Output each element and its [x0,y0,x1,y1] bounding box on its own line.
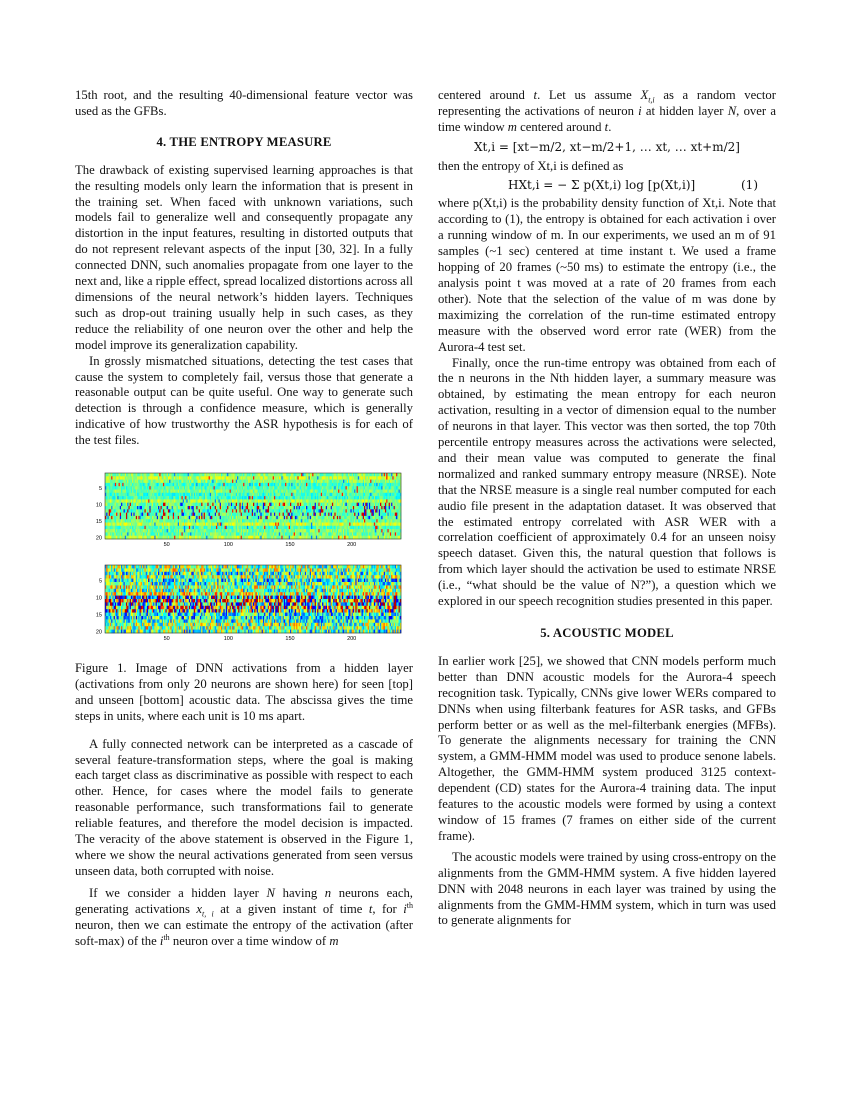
heatmap-unseen-y-tick: 20 [95,629,102,636]
heatmap-seen-x-tick: 50 [163,542,170,549]
heatmap-unseen-x-tick: 100 [223,636,233,643]
paragraph-mismatch: In grossly mismatched situations, detecting the test cases that cause the system to completely fail, versus those that generate a reasonable output can be quite useful. One way to generate such detection is through a confidence measure, which is generally indicative of how trustworthy the ASR hypothesis is for each of the test files. [75,353,413,448]
figure-1-caption: Figure 1. Image of DNN activations from a hidden layer (activations from only 20 neurons are shown here) for seen [top] and unseen [bottom] acoustic data. The abscissa gives the time steps in units, where each unit is 10 ms apart. [75,661,413,723]
paragraph-hidden-layer: If we consider a hidden layer N having n neurons each, generating activations $x_{t, i}$ at a given instant of time t, for $i^{th}$ neuron, then we can estimate the entropy of the activation (after soft-max) of the $i^{th}$ neuron over a time window of m [75,885,413,948]
equation-window-vector: Xt,i = [xt−m/2, xt−m/2+1, … xt, … xt+m/2] [474,139,740,154]
heatmap-seen-y-tick: 10 [95,502,102,509]
intro-paragraph: 15th root, and the resulting 40-dimensional feature vector was used as the GFBs. [75,88,413,118]
figure-1 [75,471,413,649]
heatmap-unseen-y-tick: 10 [95,595,102,602]
paragraph-where: where p(Xt,i) is the probability density function of Xt,i. Note that according to (1), the entropy is obtained for each activation i over a running window of m. In our experiments, we used an m of 91 samples (~1 sec) centered at time instant t. We used a frame hopping of 20 frames (~50 ms) to estimate the entropy (i.e., the analysis point t was moved at a rate of 20 frames from each other). Note that the selection of the value of m was done by maximizing the correlation of the run-time estimated entropy measure with the observed word error rate (WER) from the Aurora-4 test set. [438,196,776,354]
heatmap-seen-x-tick: 100 [223,542,233,549]
paragraph-acoustic-models: The acoustic models were trained by using cross-entropy on the alignments from the GMM-HMM system. A five hidden layered DNN with 2048 neurons in each layer was trained by using the alignments from the GMM-HMM system, which in turn was used to generate alignments for [438,849,776,928]
heatmap-unseen-y-tick: 15 [95,612,102,619]
section-5-title: 5. ACOUSTIC MODEL [540,626,674,640]
right-column [438,88,776,929]
equation-1 [438,178,776,194]
heatmap-unseen-x-tick: 200 [347,636,357,643]
heatmap-seen-y-tick: 20 [95,535,102,542]
paragraph-drawback: The drawback of existing supervised learning approaches is that the resulting models only learn the information that is present in the training set. When faced with unknown variations, such models fail to generalize well and consequently propagate any distortion in the input features, resulting in distorted outputs that do not represent relevant aspects of the input [30, 32]. In a fully connected DNN, such anomalies propagate from one layer to the next and, like a ripple effect, spread localized distortions across all dimensions of the neural network’s hidden layers. Techniques such as drop-out training usually help in such cases, as they reduce the reliability of one neuron over the other and help the model improve its generalization capability. [75,162,413,352]
equation-1-number: (1) [741,177,758,192]
heatmap-seen-y-tick: 5 [98,485,102,492]
paragraph-entropy-defined: then the entropy of Xt,i is defined as [438,158,624,173]
heatmap-unseen-x-tick: 150 [285,636,295,643]
paragraph-finally: Finally, once the run-time entropy was obtained from each of the n neurons in the Nth hidden layer, a summary measure was obtained, by estimating the mean entropy for each neuron activation, resulting in a vector of dimension equal to the number of neurons in that layer. This vector was then sorted, the top 70th percentile entropy measures across the activations were selected, and their mean value was computed to generate the final normalized and ranked summary entropy measure (NRSE). Note that the NRSE measure is a single real number computed for each audio file present in the adaptation dataset. It was observed that the estimated entropy correlated with ASR WER with a correlation coefficient of approximately 0.4 for an unseen noisy speech dataset. Given this, the natural question that follows is from which layer should the activation be used to estimate NRSE (i.e., “what should be the value of N?”), a question which we explored in our speech recognition studies presented in this paper. [438,355,776,609]
paragraph-cascade: A fully connected network can be interpreted as a cascade of several feature-transformation steps, where the goal is making each target class as discriminative as possible with respect to each other. Hence, for cases where the model fails to generate reasonable performance, such transformations fail to generate reliable features, and therefore the model decision is impacted. The veracity of the above statement is observed in the Figure 1, where we show the neural activations generated from seen versus unseen data, both corrupted with noise. [75,736,413,878]
heatmap-unseen-x-tick: 50 [163,636,170,643]
heatmap-seen-x-tick: 150 [285,542,295,549]
heatmap-unseen [105,565,401,633]
heatmap-seen [105,473,401,539]
section-4-title: 4. THE ENTROPY MEASURE [156,134,332,149]
left-column [75,88,413,949]
heatmap-unseen-y-tick: 5 [98,578,102,585]
heatmap-seen-y-tick: 15 [95,518,102,525]
activation-heatmaps [75,471,413,649]
paragraph-centered: centered around t. Let us assume $X_{t,i}$ as a random vector representing the activations of neuron i at hidden layer N, over a time window m centered around t. [438,88,776,134]
equation-1-body: HXt,i = − Σ p(Xt,i) log [p(Xt,i)] [508,177,696,192]
paragraph-earlier-work: In earlier work [25], we showed that CNN models perform much better than DNN acoustic models for the Aurora-4 speech recognition task. Typically, CNNs give lower WERs compared to DNNs when using filterbank features for ASR tasks, and GFBs perform better or as well as the mel-filterbank energies (MFBs). To generate the alignments necessary for training the CNN system, a GMM-HMM model was used to produce senone labels. Altogether, the GMM-HMM system produced 3125 context-dependent (CD) states for the Aurora-4 training data. The input features to the acoustic models were formed by using a context window of 15 frames (7 frames on either side of the current frame). [438,653,776,843]
heatmap-seen-x-tick: 200 [347,542,357,549]
